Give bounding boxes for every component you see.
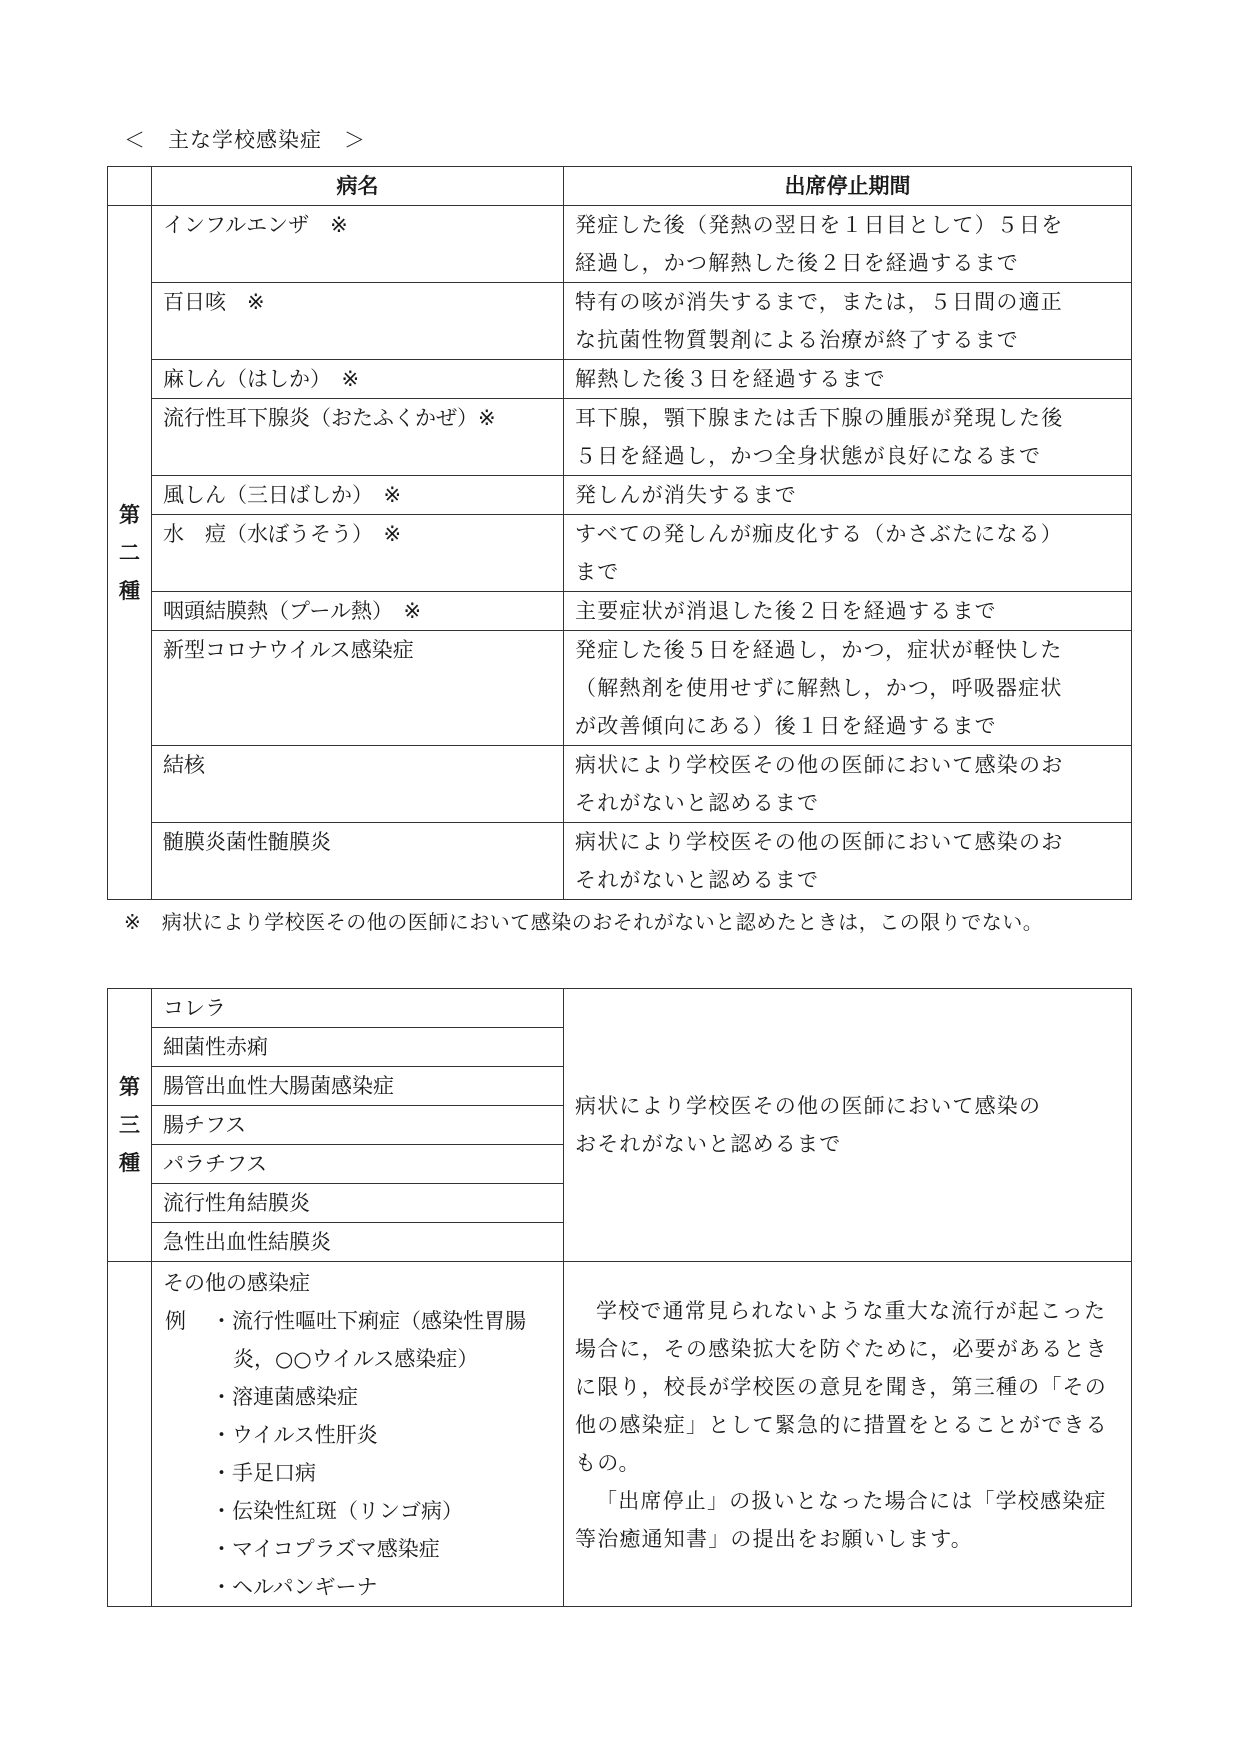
suspension-period: 病状により学校医その他の医師において感染の おそれがないと認めるまで [564, 989, 1132, 1262]
suspension-period: 主要症状が消退した後２日を経過するまで [564, 592, 1132, 631]
table-row [108, 989, 1132, 1028]
table-row [108, 592, 1132, 631]
disease-name: 流行性角結膜炎 [152, 1184, 564, 1223]
other-infections-cell [152, 1262, 564, 1607]
disease-name: 百日咳 ※ [152, 283, 564, 360]
table-header-row [108, 167, 1132, 206]
category-blank [108, 1262, 152, 1607]
disease-name: パラチフス [152, 1145, 564, 1184]
other-infections-heading: その他の感染症 [163, 1271, 310, 1295]
list-item: ・伝染性紅斑（リンゴ病） [211, 1499, 463, 1523]
suspension-period: 発症した後（発熱の翌日を１日目として）５日を 経過し，かつ解熱した後２日を経過するまで [564, 206, 1132, 283]
disease-name: 腸チフス [152, 1106, 564, 1145]
category-class-2: 第 二 種 [108, 206, 152, 900]
list-item: ・手足口病 [211, 1461, 316, 1485]
table-row [108, 399, 1132, 476]
other-infections-row [108, 1262, 1132, 1607]
header-suspension-period: 出席停止期間 [564, 167, 1132, 206]
suspension-period: 発症した後５日を経過し，かつ，症状が軽快した （解熱剤を使用せずに解熱し，かつ，呼吸器症状 が改善傾向にある）後１日を経過するまで [564, 631, 1132, 746]
header-blank [108, 167, 152, 206]
table-row [108, 206, 1132, 283]
class-3-disease-table [107, 988, 1132, 1607]
disease-name: 髄膜炎菌性髄膜炎 [152, 823, 564, 900]
list-item: ・ウイルス性肝炎 [211, 1423, 378, 1447]
disease-name: 結核 [152, 746, 564, 823]
list-item: 炎，○○ウイルス感染症） [233, 1347, 479, 1371]
suspension-period: 特有の咳が消失するまで，または，５日間の適正 な抗菌性物質製剤による治療が終了するまで [564, 283, 1132, 360]
suspension-period: 病状により学校医その他の医師において感染のお それがないと認めるまで [564, 746, 1132, 823]
table-row [108, 283, 1132, 360]
suspension-period: 耳下腺，顎下腺または舌下腺の腫脹が発現した後 ５日を経過し，かつ全身状態が良好になるまで [564, 399, 1132, 476]
other-infections-description: 学校で通常見られないような重大な流行が起こった場合に，その感染拡大を防ぐために，必要があるときに限り，校長が学校医の意見を聞き，第三種の「その他の感染症」として緊急的に措置をとることができるもの。 「出席停止」の扱いとなった場合には「学校感染症等治癒通知書」の提出をお願いします。 [564, 1262, 1132, 1607]
disease-name: 腸管出血性大腸菌感染症 [152, 1067, 564, 1106]
list-item: ・マイコプラズマ感染症 [211, 1537, 440, 1561]
disease-name: 急性出血性結膜炎 [152, 1223, 564, 1262]
disease-name: 水 痘（水ぼうそう） ※ [152, 515, 564, 592]
disease-name: 麻しん（はしか） ※ [152, 360, 564, 399]
list-item: ・流行性嘔吐下痢症（感染性胃腸 [211, 1309, 526, 1333]
suspension-period: すべての発しんが痂皮化する（かさぶたになる） まで [564, 515, 1132, 592]
table-row [108, 631, 1132, 746]
table-row [108, 515, 1132, 592]
disease-name: 細菌性赤痢 [152, 1028, 564, 1067]
example-list [211, 1302, 553, 1606]
suspension-period: 発しんが消失するまで [564, 476, 1132, 515]
disease-name: 流行性耳下腺炎（おたふくかぜ）※ [152, 399, 564, 476]
disease-name: インフルエンザ ※ [152, 206, 564, 283]
table-row [108, 823, 1132, 900]
suspension-period: 病状により学校医その他の医師において感染のお それがないと認めるまで [564, 823, 1132, 900]
list-item: ・ヘルパンギーナ [211, 1575, 378, 1599]
table-row [108, 360, 1132, 399]
disease-name: 咽頭結膜熱（プール熱） ※ [152, 592, 564, 631]
class-2-disease-table [107, 166, 1132, 900]
disease-name: コレラ [152, 989, 564, 1028]
list-item: ・溶連菌感染症 [211, 1385, 358, 1409]
table-row [108, 746, 1132, 823]
example-label: 例 [165, 1309, 186, 1333]
page-title: ＜ 主な学校感染症 ＞ [124, 128, 366, 152]
table-row [108, 476, 1132, 515]
footnote: ※ 病状により学校医その他の医師において感染のおそれがないと認めたときは，この限りでない。 [124, 910, 1044, 934]
disease-name: 風しん（三日ばしか） ※ [152, 476, 564, 515]
category-class-3: 第 三 種 [108, 989, 152, 1262]
header-disease-name: 病名 [152, 167, 564, 206]
suspension-period: 解熱した後３日を経過するまで [564, 360, 1132, 399]
disease-name: 新型コロナウイルス感染症 [152, 631, 564, 746]
